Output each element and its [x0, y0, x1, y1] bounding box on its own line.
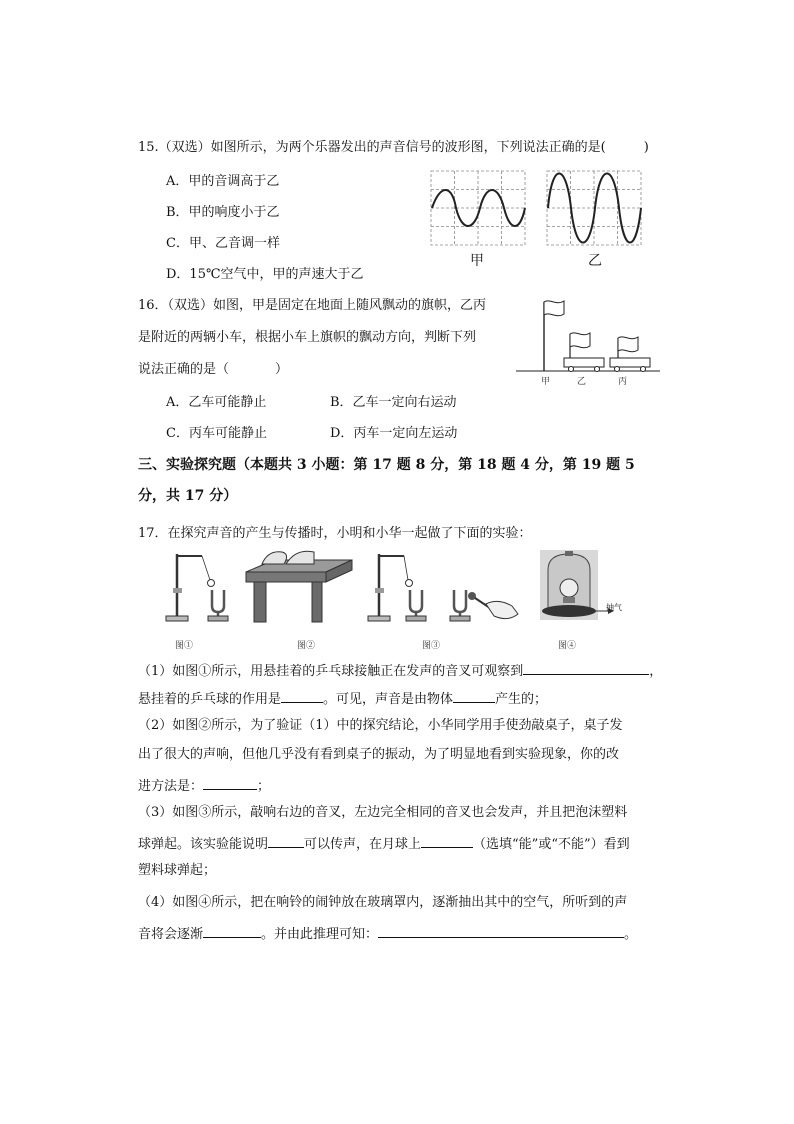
- figure-4-illustration: [538, 548, 628, 624]
- figure-2-caption: 图②: [297, 641, 316, 651]
- q16-option-d: D．丙车一定向左运动: [330, 426, 458, 441]
- q17-stem: 17．在探究声音的产生与传播时，小明和小华一起做了下面的实验：: [138, 526, 532, 541]
- answer-blank[interactable]: [378, 925, 624, 938]
- section3-heading-line1: 三、实验探究题（本题共 3 小题：第 17 题 8 分，第 18 题 4 分，第 19 题 5: [138, 457, 635, 473]
- pump-air-label: 抽气: [606, 603, 622, 612]
- figure-3-illustration: [362, 550, 520, 624]
- q16-stem-line2: 是附近的两辆小车，根据小车上旗帜的飘动方向，判断下列: [138, 330, 477, 345]
- q15-stem: 15.（双选）如图所示，为两个乐器发出的声音信号的波形图，下列说法正确的是( ): [138, 140, 649, 155]
- flag-label-jia: 甲: [541, 377, 551, 387]
- q17-part3-line1: （3）如图③所示，敲响右边的音叉，左边完全相同的音叉也会发声，并且把泡沫塑料: [138, 805, 628, 820]
- waveform-jia-label: 甲: [470, 253, 484, 269]
- q17-part4-line2: 音将会逐渐 。并由此推理可知： 。: [138, 927, 638, 942]
- q17-part4-line1: （4）如图④所示，把在响铃的闹钟放在玻璃罩内，逐渐抽出其中的空气，所听到的声: [138, 895, 628, 910]
- cart-label-yi: 乙: [577, 377, 587, 387]
- q17-part3-line3: 塑料球弹起；: [138, 863, 217, 878]
- answer-blank[interactable]: [203, 777, 257, 790]
- q16-option-c: C．丙车可能静止: [166, 426, 267, 441]
- q15-option-c: C．甲、乙音调一样: [166, 236, 280, 251]
- answer-blank[interactable]: [453, 690, 495, 703]
- q16-option-b: B．乙车一定向右运动: [330, 395, 457, 410]
- answer-blank[interactable]: [421, 835, 473, 848]
- waveform-yi-figure: [546, 170, 642, 246]
- q17-part2-line3: 进方法是： ；: [138, 779, 271, 794]
- waveform-jia-figure: [430, 170, 526, 246]
- q15-option-b: B．甲的响度小于乙: [166, 205, 280, 220]
- answer-blank[interactable]: [523, 662, 649, 675]
- figure-3-caption: 图③: [422, 641, 441, 651]
- answer-blank[interactable]: [203, 925, 261, 938]
- q15-option-d: D．15℃空气中，甲的声速大于乙: [166, 267, 364, 282]
- q16-stem-line3: 说法正确的是（ ）: [138, 362, 289, 377]
- flag-carts-figure: [514, 294, 664, 376]
- waveform-yi-label: 乙: [588, 253, 602, 269]
- figure-1-caption: 图①: [175, 641, 194, 651]
- q17-part2-line2: 出了很大的声响，但他几乎没有看到桌子的振动，为了明显地看到实验现象，你的改: [138, 747, 620, 762]
- answer-blank[interactable]: [281, 690, 323, 703]
- answer-blank[interactable]: [268, 835, 304, 848]
- q17-part1-line1: （1）如图①所示，用悬挂着的乒乓球接触正在发声的音叉可观察到 ，: [138, 664, 663, 679]
- figure-4-caption: 图④: [558, 641, 577, 651]
- q16-option-a: A．乙车可能静止: [166, 395, 267, 410]
- section3-heading-line2: 分，共 17 分）: [138, 488, 238, 504]
- cart-label-bing: 丙: [618, 377, 628, 387]
- figure-2-illustration: [244, 550, 354, 624]
- q16-stem-line1: 16．（双选）如图，甲是固定在地面上随风飘动的旗帜，乙丙: [138, 298, 487, 313]
- figure-1-illustration: [160, 550, 240, 624]
- q17-part3-line2: 球弹起。该实验能说明 可以传声，在月球上 （选填“能”或“不能”）看到: [138, 837, 630, 852]
- q15-option-a: A．甲的音调高于乙: [166, 174, 280, 189]
- q17-part2-line1: （2）如图②所示，为了验证（1）中的探究结论，小华同学用手使劲敲桌子，桌子发: [138, 718, 623, 733]
- q17-part1-line2: 悬挂着的乒乓球的作用是 。可见，声音是由物体 产生的；: [138, 692, 548, 707]
